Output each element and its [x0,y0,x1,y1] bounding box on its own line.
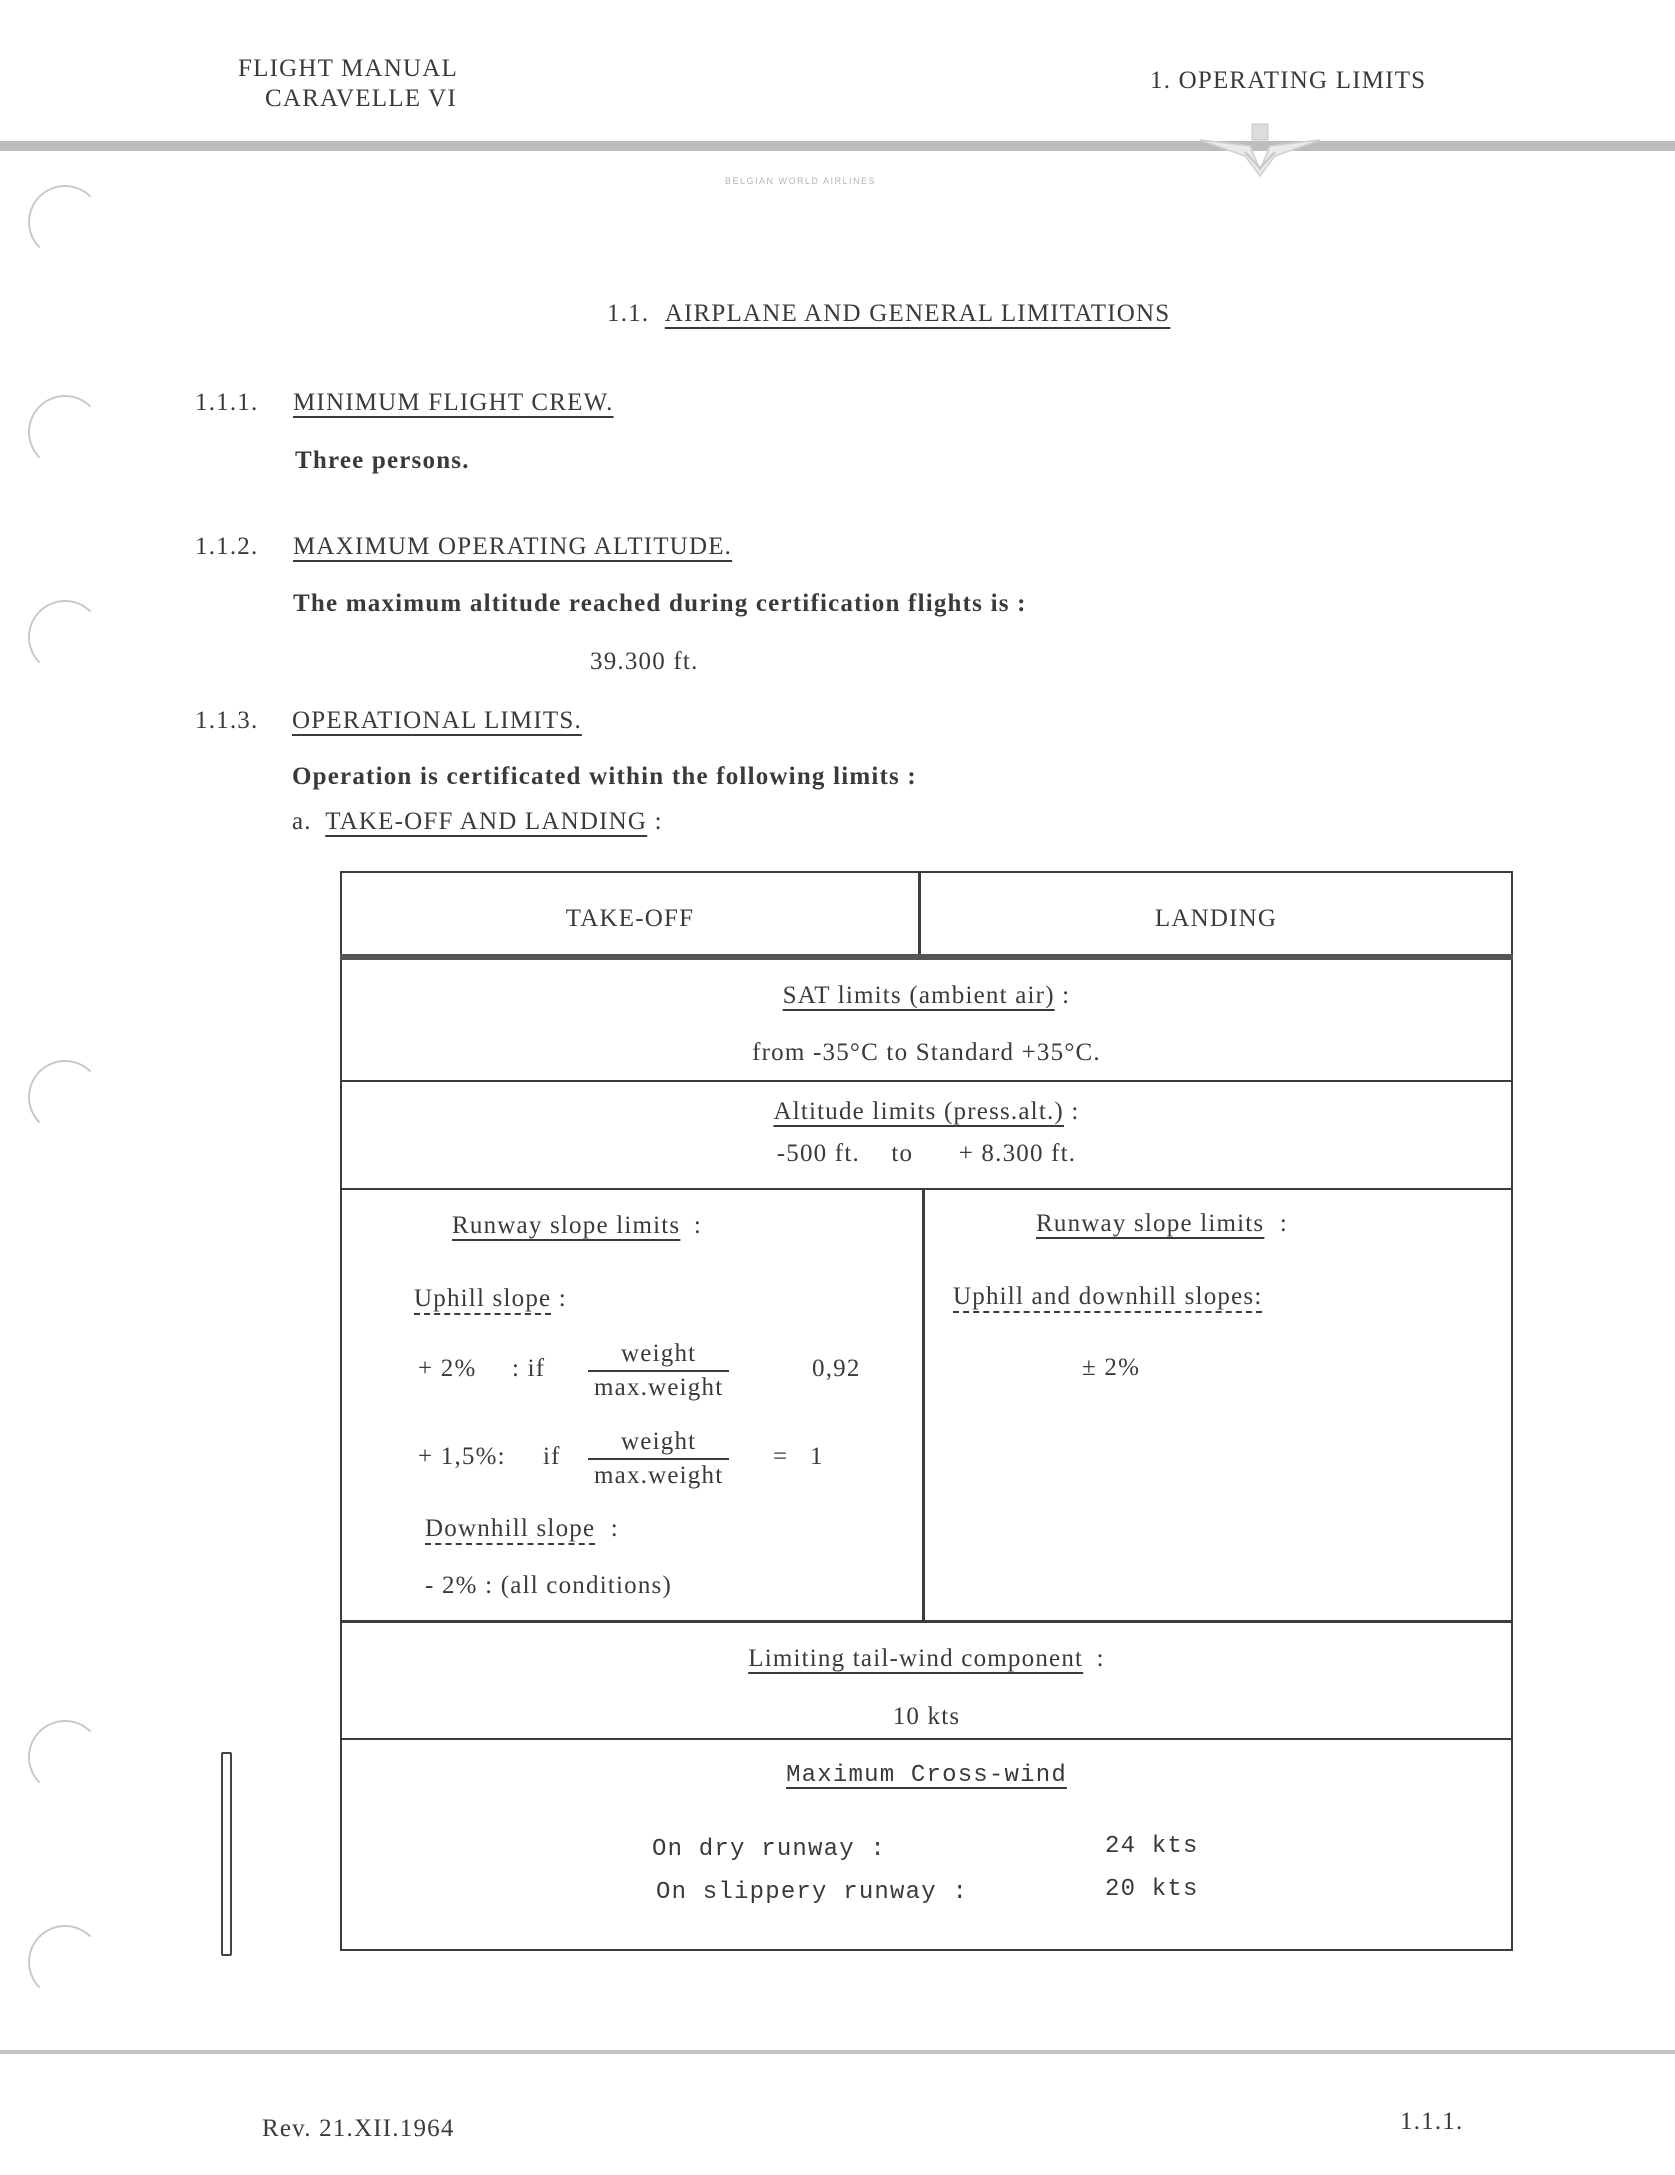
weight-ratio-fraction [588,1340,729,1402]
altitude-range [342,1140,1511,1168]
sat-value: from -35°C to Standard +35°C. [752,1039,1101,1066]
revision-date: Rev. 21.XII.1964 [262,2115,455,2142]
weight-ratio-fraction [588,1428,729,1490]
page-number: 1.1.1. [1400,2108,1464,2135]
tailwind-value: 10 kts [892,1703,961,1730]
airline-logo [1195,118,1325,183]
downhill-label-row [425,1515,619,1543]
tailwind-colon: : [1096,1645,1105,1672]
manual-title-line1: FLIGHT MANUAL [238,55,458,82]
altitude-value: 39.300 ft. [590,648,699,675]
revision-change-bar [221,1752,232,1956]
fraction-numerator: weight [621,1428,697,1455]
uphill-row1-pct: + 2% [418,1355,477,1382]
altitude-colon: : [1071,1098,1080,1125]
row-divider [340,1738,1513,1740]
crosswind-slippery-label: On slippery runway : [656,1879,969,1906]
tailwind-label-row [342,1645,1511,1673]
binder-hole [28,395,102,469]
downhill-label: Downhill slope [425,1515,596,1542]
sat-label: SAT limits (ambient air) [782,982,1055,1009]
uphill-label: Uphill slope [414,1285,552,1312]
col-header-takeoff: TAKE-OFF [565,905,695,932]
runway-divider [922,1188,925,1620]
uphill-row1-value: 0,92 [812,1355,861,1382]
tailwind-label: Limiting tail-wind component [748,1645,1084,1672]
uphill-label-row [414,1285,567,1313]
runway-landing-label: Runway slope limits [1036,1210,1265,1237]
footer-rule [0,2050,1675,2054]
runway-landing-colon: : [1279,1210,1288,1237]
altitude-upper: + 8.300 ft. [958,1140,1077,1167]
manual-title-line2: CARAVELLE VI [265,85,457,112]
item-number: 1.1.3. [195,707,259,734]
airline-name: BELGIAN WORLD AIRLINES [725,176,877,186]
crosswind-dry-value: 24 kts [1105,1833,1199,1860]
altitude-to: to [891,1140,914,1167]
sub-title: TAKE-OFF AND LANDING [325,808,648,835]
altitude-from: -500 ft. [776,1140,860,1167]
crosswind-dry-label: On dry runway : [652,1836,887,1863]
sat-colon: : [1062,982,1071,1009]
uphill-row1-if: : if [512,1355,546,1382]
table-border-left [340,871,342,1951]
sub-prefix: a. [292,808,312,835]
chapter-title: 1. OPERATING LIMITS [1150,67,1427,94]
item-text: Three persons. [295,447,470,474]
runway-takeoff-label-row [452,1212,702,1240]
sub-heading [292,808,663,836]
altitude-label-row [342,1098,1511,1126]
runway-takeoff-label: Runway slope limits [452,1212,681,1239]
item-number: 1.1.1. [195,389,259,416]
item-text: Operation is certificated within the following limits : [292,763,917,790]
crosswind-label: Maximum Cross-wind [786,1762,1067,1789]
table-border-top [340,871,1513,873]
runway-landing-label-row [1036,1210,1288,1238]
fraction-numerator: weight [621,1340,697,1367]
fraction-denominator: max.weight [594,1374,724,1401]
uphill-row2-value: 1 [810,1443,824,1470]
runway-takeoff-colon: : [693,1212,702,1239]
section-heading: AIRPLANE AND GENERAL LIMITATIONS [664,300,1171,327]
binder-hole [28,1925,102,1999]
downhill-value: - 2% : (all conditions) [425,1572,672,1599]
binder-hole [28,1060,102,1134]
row-divider [340,1080,1513,1082]
header-rule [0,141,1675,151]
binder-hole [28,600,102,674]
uphill-colon: : [558,1285,567,1312]
uphill-row2-if: if [543,1443,561,1470]
landing-slopes-label: Uphill and downhill slopes: [953,1283,1263,1310]
sub-suffix: : [654,808,663,835]
section-title [607,300,1170,328]
sat-label-row [342,982,1511,1010]
item-text: The maximum altitude reached during certification flights is : [293,590,1027,617]
item-title: OPERATIONAL LIMITS. [292,707,582,734]
table-border-right [1511,871,1513,1951]
row-divider [340,1188,1513,1190]
fraction-denominator: max.weight [594,1462,724,1489]
item-title: MAXIMUM OPERATING ALTITUDE. [293,533,733,560]
table-border-bottom [340,1949,1513,1951]
fraction-bar [588,1370,729,1372]
binder-hole [28,1720,102,1794]
crosswind-slippery-value: 20 kts [1105,1876,1199,1903]
row-divider [340,1620,1513,1623]
uphill-row2-pct: + 1,5%: [418,1443,506,1470]
header-rule-thick [340,954,1513,960]
uphill-row2-relation: = [773,1443,789,1470]
section-number: 1.1. [607,300,650,327]
landing-slope-value: ± 2% [1082,1354,1141,1381]
altitude-label: Altitude limits (press.alt.) [773,1098,1064,1125]
col-header-landing: LANDING [1154,905,1278,932]
fraction-bar [588,1458,729,1460]
item-title: MINIMUM FLIGHT CREW. [293,389,614,416]
downhill-colon: : [610,1515,619,1542]
crosswind-label-wrap [342,1762,1511,1789]
item-number: 1.1.2. [195,533,259,560]
binder-hole [28,185,102,259]
